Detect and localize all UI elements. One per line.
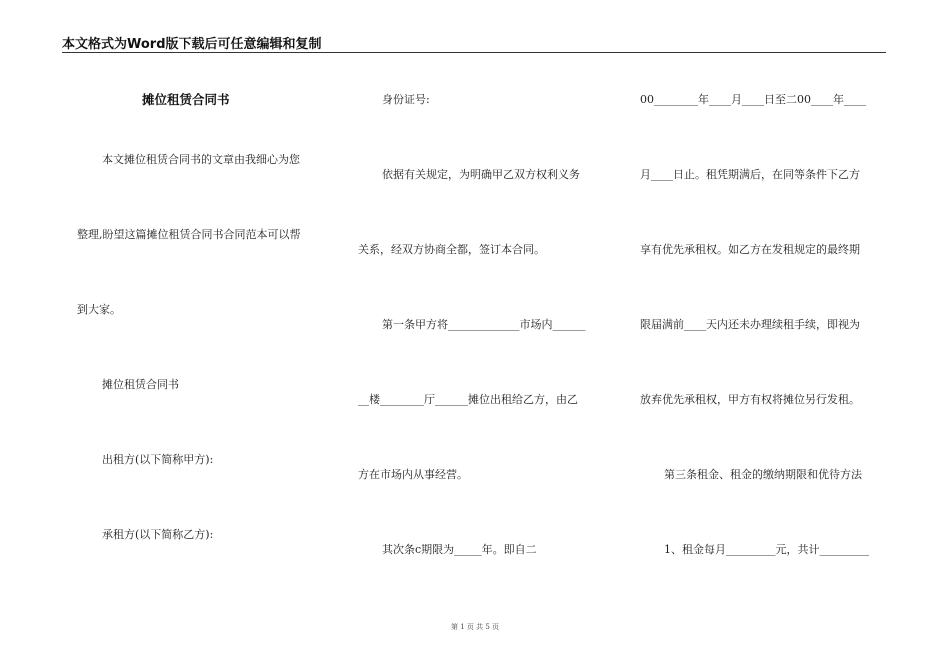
document-title: 摊位租赁合同书 (142, 92, 230, 107)
paragraph-line: 1、租金每月_________元，共计_________ (664, 543, 869, 556)
paragraph-line: 其次条c期限为_____年。即自二 (382, 543, 537, 556)
paragraph-line: 关系，经双方协商全都，签订本合同。 (358, 243, 545, 256)
paragraph-line: 放弃优先承租权，甲方有权将摊位另行发租。 (640, 393, 860, 406)
paragraph-line: 整理,盼望这篇摊位租赁合同书合同范本可以帮 (77, 228, 301, 241)
paragraph-line: 享有优先承租权。如乙方在发租规定的最终期 (640, 243, 860, 256)
paragraph-line: 摊位租赁合同书 (102, 378, 179, 391)
paragraph-line: 第一条甲方将_____________市场内______ (382, 318, 586, 331)
paragraph-line: 方在市场内从事经营。 (358, 468, 468, 481)
paragraph-line: 本文摊位租赁合同书的文章由我细心为您 (102, 153, 300, 166)
paragraph-line: 限届满前____天内还未办理续租手续，即视为 (640, 318, 860, 331)
paragraph-line: 依据有关规定，为明确甲乙双方权利义务 (382, 168, 580, 181)
paragraph-line: 到大家。 (77, 303, 121, 316)
document-header (62, 34, 886, 53)
page-number-footer: 第 1 页 共 5 页 (450, 623, 500, 631)
header-text: 本文格式为Word版下载后可任意编辑和复制 (62, 37, 322, 52)
paragraph-line: 承租方(以下简称乙方): (102, 528, 214, 541)
paragraph-line: 身份证号: (382, 93, 430, 106)
paragraph-line: 00________年____月____日至二00____年____ (640, 93, 866, 106)
paragraph-line: 第三条租金、租金的缴纳期限和优待方法 (664, 468, 862, 481)
paragraph-line: 月____日止。租凭期满后，在同等条件下乙方 (640, 168, 860, 181)
paragraph-line: __楼________厅______摊位出租给乙方，由乙 (358, 393, 578, 406)
paragraph-line: 出租方(以下简称甲方): (102, 453, 214, 466)
